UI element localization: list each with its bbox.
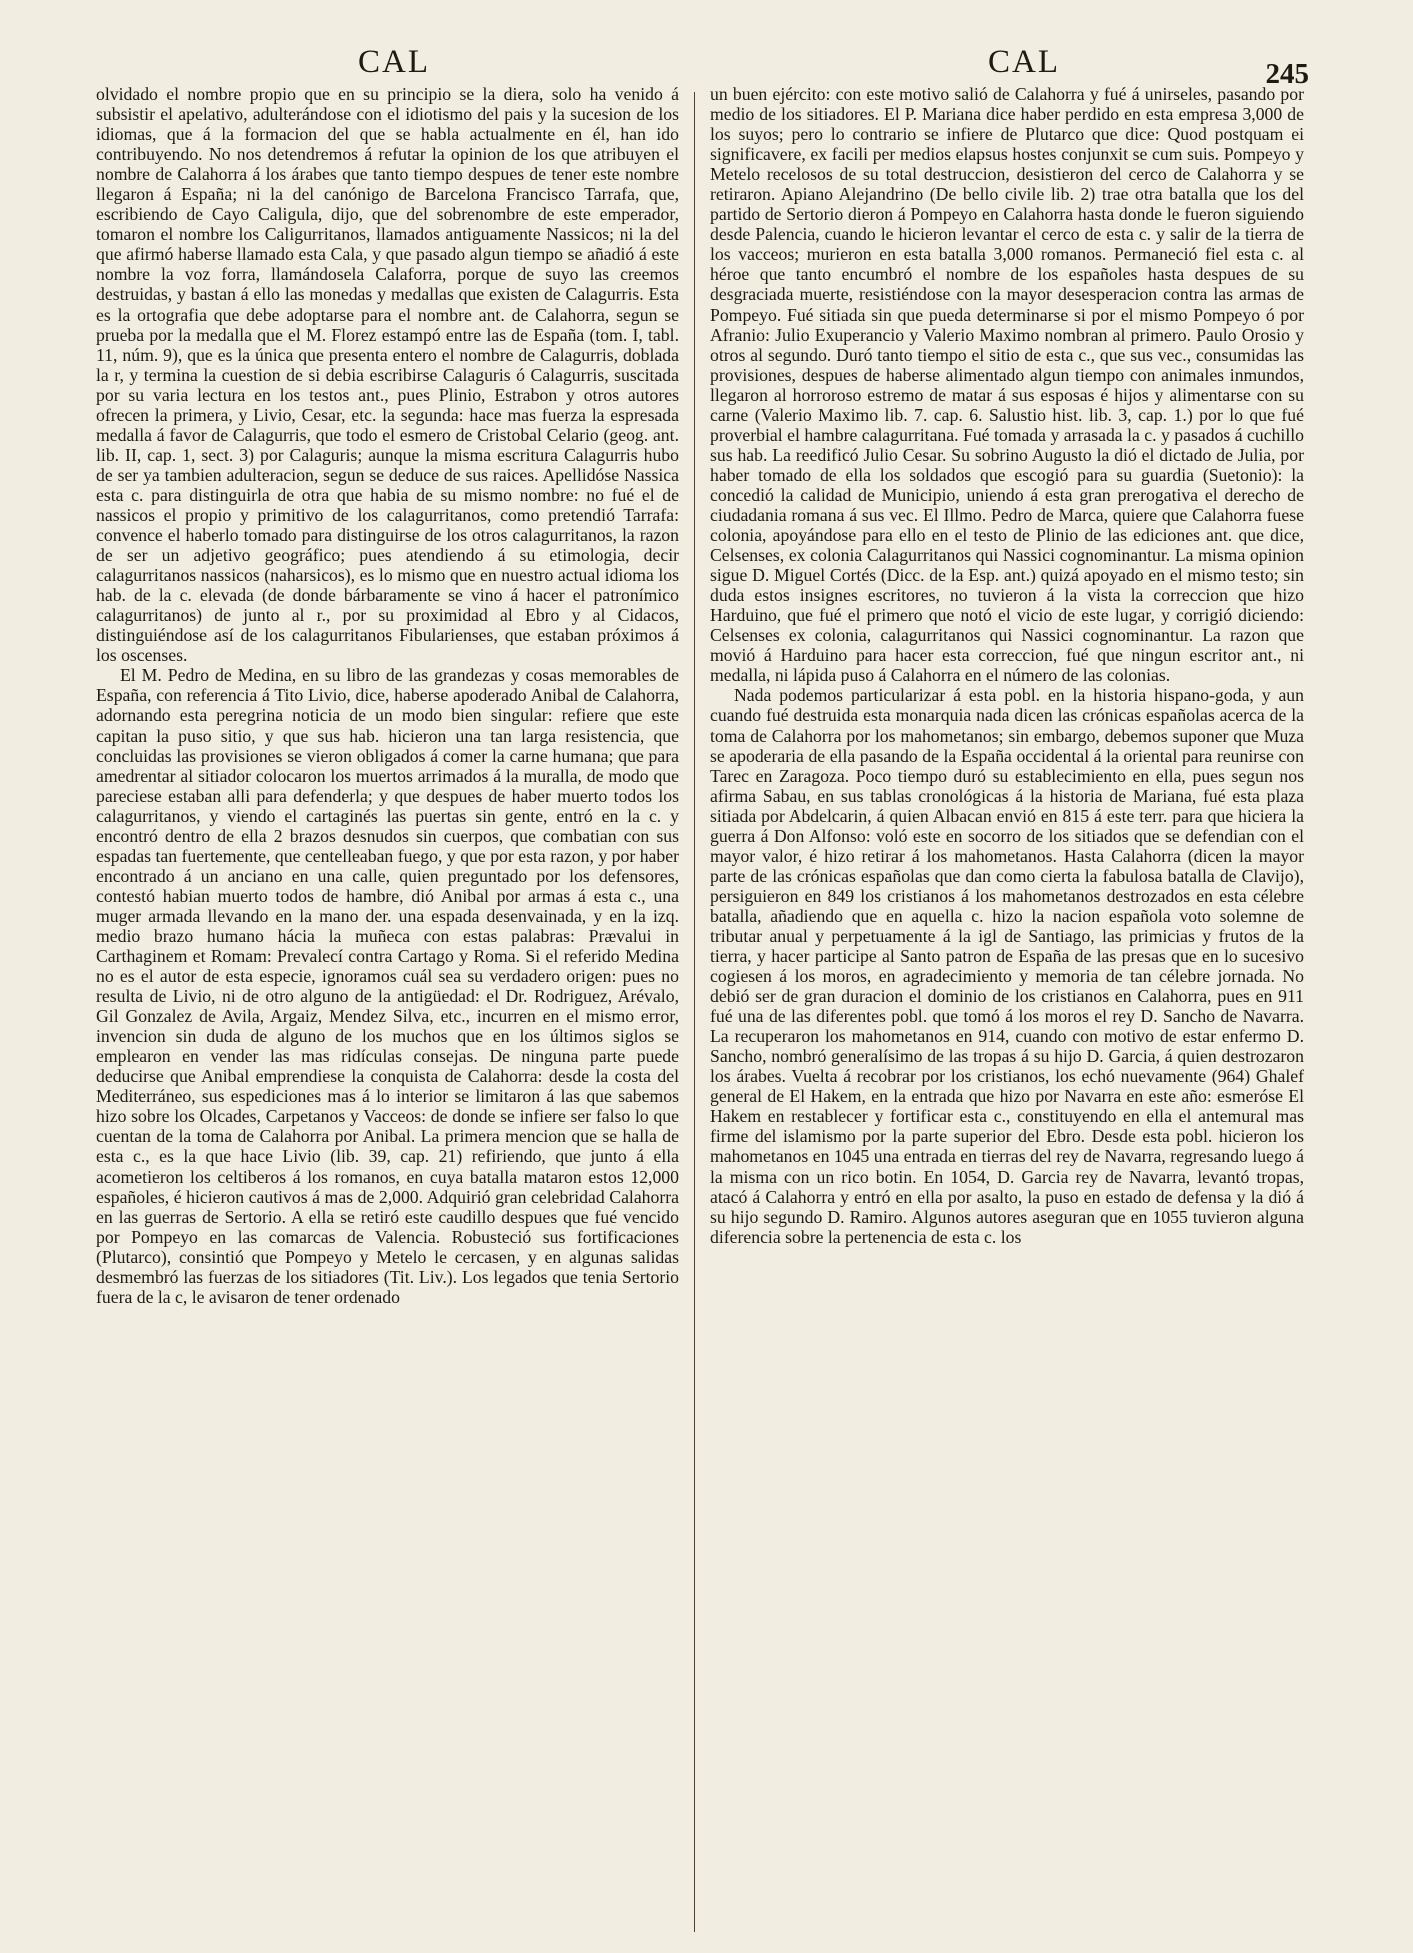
paragraph: un buen ejército: con este motivo salió de Calahorra y fué á unirseles, pasando por medio de los sitiadores. El P. Mariana dice haber perdido en esta empresa 3,000 de los suyos; pero lo contrario se infiere de Plutarco que dice: Quod postquam ei significavere, ex facili per medios elapsus hostes conjunxit se cum suis. Pompeyo y Metelo recelosos de su total destruccion, desistieron del cerco de Calahorra y se retiraron. Apiano Alejandrino (De bello civile lib. 2) trae otra batalla que los del partido de Sertorio dieron á Pompeyo en Calahorra hasta donde le fueron siguiendo desde Palencia, cuando le hicieron levantar el cerco de esta c. y salir de la tierra de los vacceos; murieron en esta batalla 3,000 romanos. Permaneció fiel esta c. al héroe que tanto encumbró el nombre de los españoles hasta despues de su desgraciada muerte, resistiéndose con la mayor desesperacion contra las armas de Pompeyo. Fué sitiada sin que pueda determinarse si por el mismo Pompeyo ó por Afranio: Julio Exuperancio y Valerio Maximo nombran al primero. Paulo Orosio y otros al segundo. Duró tanto tiempo el sitio de esta c., que sus vec., consumidas las provisiones, despues de haberse alimentado algun tiempo con animales inmundos, llegaron al horroroso estremo de matar á sus esposas é hijos y alimentarse con su carne (Valerio Maximo lib. 7. cap. 6. Salustio hist. lib. 3, cap. 1.) por lo que fué proverbial el hambre calagurritana. Fué tomada y arrasada la c. y pasados á cuchillo sus hab. La reedificó Julio Cesar. Su sobrino Augusto la dió el dictado de Julia, por haber tomado de ella los soldados que escogió para su guardia (Suetonio): la concedió la calidad de Municipio, uniendo á esta gran prerogativa el derecho de ciudadania romana á sus vec. El Illmo. Pedro de Marca, quiere que Calahorra fuese colonia, apoyándose para ello en el testo de Plinio de las ediciones ant. que dice, Celsenses, ex colonia Calagurritanos qui Nassici cognominantur. La misma opinion sigue D. Miguel Cortés (Dicc. de la Esp. ant.) quizá apoyado en el mismo testo; sin duda estos insignes escritores, no tuvieron á la vista la correccion que hizo Harduino, que fué el primero que notó el vicio de este lugar, y corrigió diciendo: Celsenses ex colonia, calagurritanos qui Nassici cognominantur. La razon que movió á Harduino para hacer esta correccion, fué que ningun escritor ant., ni medalla, ni lápida puso á Calahorra en el número de las colonias. [710,84,1304,686]
paragraph: olvidado el nombre propio que en su principio se la diera, solo ha venido á subsistir el apelativo, adulterándose con el idiotismo del pais y la sucesion de los idiomas, que á la formacion del que se habla actualmente en él, han ido contribuyendo. No nos detendremos á refutar la opinion de los que atribuyen el nombre de Calahorra á los árabes que tanto tiempo despues de tener este nombre llegaron á España; ni la del canónigo de Barcelona Francisco Tarrafa, que, escribiendo de Cayo Caligula, dijo, que del sobrenombre de este emperador, tomaron el nombre los Caligurritanos, llamados antiguamente Nassicos; ni la del que afirmó haberse llamado esta Cala, y que pasado algun tiempo se añadió á este nombre la voz forra, llamándosela Calaforra, porque de suyo las creemos destruidas, y bastan á ello las monedas y medallas que existen de Calagurris. Esta es la ortografia que debe adoptarse para el nombre ant. de Calahorra, segun se prueba por la medalla que el M. Florez estampó entre las de España (tom. I, tabl. 11, núm. 9), que es la única que presenta entero el nombre de Calagurris, doblada la r, y termina la cuestion de si debia escribirse Calaguris ó Calagurris, suscitada por su varia lectura en los testos ant., pues Plinio, Estrabon y otros autores ofrecen la primera, y Livio, Cesar, etc. la segunda: hace mas fuerza la espresada medalla á favor de Calagurris, que todo el esmero de Cristobal Celario (geog. ant. lib. II, cap. 1, sect. 3) por Calaguris; aunque la misma escritura Calagurris hubo de ser ya tambien adulteracion, segun se deduce de sus raices. Apellidóse Nassica esta c. para distinguirla de otra que habia de su mismo nombre: no fué el de nassicos el propio y primitivo de los calagurritanos, como pretendió Tarrafa: convence el haberlo tomado para distinguirse de los otros calagurritanos, la razon de ser un adjetivo geográfico; pues atendiendo á su etimologia, decir calagurritanos nassicos (naharsicos), es lo mismo que en nuestro actual idioma los hab. de la c. elevada (de donde bárbaramente se vino á hacer el patronímico calagurritanos) de junto al r., por su proximidad al Ebro y al Cidacos, distinguiéndose así de los calagurritanos Fibularienses, que estaban próximos á los oscenses. [96,84,679,666]
paragraph: Nada podemos particularizar á esta pobl. en la historia hispano-goda, y aun cuando fué destruida esta monarquia nada dicen las crónicas españolas acerca de la toma de Calahorra por los mahometanos; sin embargo, debemos suponer que Muza se apoderaria de ella pasando de la España occidental á la oriental para reunirse con Tarec en Zaragoza. Poco tiempo duró su establecimiento en ella, pues segun nos afirma Sabau, en sus tablas cronológicas á la historia de Mariana, fué esta plaza sitiada por Abdelcarin, á quien Albacan envió en 815 á este terr. para que hiciera la guerra á Don Alfonso: voló este en socorro de los sitiados que se defendian con el mayor valor, é hizo retirar á los mahometanos. Hasta Calahorra (dicen la mayor parte de las crónicas españolas que dan como cierta la fabulosa batalla de Clavijo), persiguieron en 849 los cristianos á los mahometanos destrozados en esta célebre batalla, añadiendo que en aquella c. hizo la nacion española voto solemne de tributar anual y perpetuamente á la igl de Santiago, las primicias y frutos de la tierra, y hacer participe al Santo patron de España de las presas que en lo sucesivo cogiesen á los moros, en agradecimiento y memoria de tan célebre jornada. No debió ser de gran duracion el dominio de los cristianos en Calahorra, pues en 911 fué una de las diferentes pobl. que tomó á los moros el rey D. Sancho de Navarra. La recuperaron los mahometanos en 914, cuando con motivo de estar enfermo D. Sancho, nombró generalísimo de las tropas á su hijo D. Garcia, á quien destrozaron los árabes. Vuelta á recobrar por los cristianos, los echó nuevamente (964) Ghalef general de El Hakem, en la entrada que hizo por Navarra en este año: esmeróse El Hakem en restablecer y fortificar esta c., constituyendo en ella el antemural mas firme del islamismo por la parte superior del Ebro. Desde esta pobl. hicieron los mahometanos en 1045 una entrada en tierras del rey de Navarra, regresando luego á la misma con un rico botin. En 1054, D. Garcia rey de Navarra, levantó tropas, atacó á Calahorra y entró en ella por asalto, la puso en estado de defensa y la dió á su hijo segundo D. Ramiro. Algunos autores aseguran que en 1055 tuvieron alguna diferencia sobre la pertenencia de esta c. los [710,685,1304,1247]
column-divider [694,92,695,1932]
running-head-left: CAL [358,44,430,80]
left-column [96,84,679,1944]
right-column [710,84,1304,1944]
paragraph: El M. Pedro de Medina, en su libro de las grandezas y cosas memorables de España, con referencia á Tito Livio, dice, haberse apoderado Anibal de Calahorra, adornando esta peregrina noticia de un modo bien singular: refiere que este capitan la puso sitio, y que sus hab. hicieron una tan larga resistencia, que concluidas las provisiones se vieron obligados á comer la carne humana; que para amedrentar al sitiador colocaron los muertos arrimados á la muralla, de modo que pareciese estaban alli para defenderla; y que despues de haber muerto todos los calagurritanos, y viendo el cartaginés las puertas sin gente, entró en la c. y encontró dentro de ella 2 brazos desnudos sin cuerpos, que combatian con sus espadas tan fuertemente, que centelleaban fuego, y que por esta razon, y por haber encontrado á un anciano en una calle, quien preguntado por los defensores, contestó habian muerto todos de hambre, dió Anibal por armas á esta c., una muger armada llevando en la mano der. una espada desenvainada, y en la izq. medio brazo humano hácia la muñeca con estas palabras: Prævalui in Carthaginem et Romam: Prevalecí contra Cartago y Roma. Si el referido Medina no es el autor de esta especie, ignoramos cuál sea su verdadero origen: pues no resulta de Livio, ni de otro alguno de la antigüedad: el Dr. Rodriguez, Arévalo, Gil Gonzalez de Avila, Argaiz, Mendez Silva, etc., incurren en el mismo error, invencion sin duda de alguno de los muchos que en los últimos siglos se emplearon en vender las mas ridículas consejas. De ninguna parte puede deducirse que Anibal emprendiese la conquista de Calahorra: desde la costa del Mediterráneo, sus espediciones mas á lo interior se limitaron á las que sabemos hizo sobre los Olcades, Carpetanos y Vacceos: de donde se infiere ser falso lo que cuentan de la toma de Calahorra por Anibal. La primera mencion que se halla de esta c., es la que hace Livio (lib. 39, cap. 21) refiriendo, que junto á ella acometieron los celtiberos á los romanos, en cuya batalla mataron estos 12,000 españoles, é hicieron cautivos á mas de 2,000. Adquirió gran celebridad Calahorra en las guerras de Sertorio. A ella se retiró este caudillo despues que fué vencido por Pompeyo en las comarcas de Valencia. Robusteció sus fortificaciones (Plutarco), consintió que Pompeyo y Metelo le cercasen, y en algunas salidas desmembró las fuerzas de los sitiadores (Tit. Liv.). Los legados que tenia Sertorio fuera de la c, le avisaron de tener ordenado [96,665,679,1307]
page-number: 245 [1265,58,1309,90]
running-head-right: CAL [988,44,1060,80]
